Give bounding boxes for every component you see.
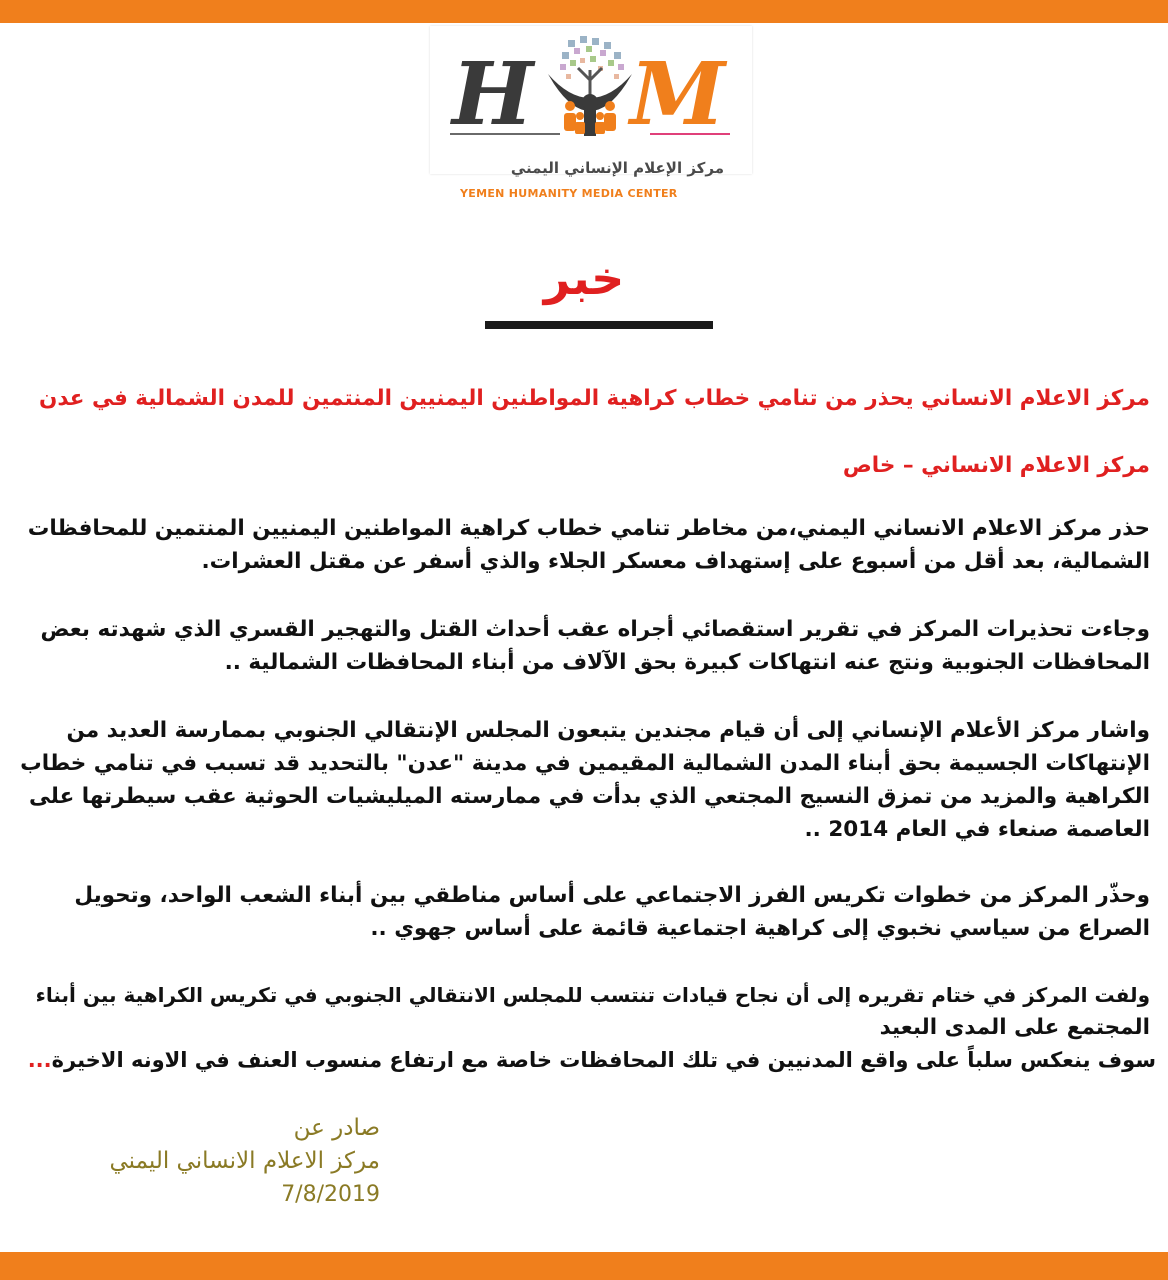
bottom-orange-band: [0, 1252, 1168, 1280]
final-line: [16, 1045, 1156, 1075]
organization-logo: [430, 26, 752, 200]
paragraph-3-line-3: الكراهية والمزيد من تمزق النسيج المجتعي الذي بدأت في ممارسته الميليشيات الحوثية عقب سيطرتها على: [29, 784, 1150, 809]
news-heading: خبر: [543, 251, 625, 305]
paragraph-4-line-1: وحذّر المركز من خطوات تكريس الفرز الاجتماعي على أساس مناطقي بين أبناء الشعب الواحد، وتحويل: [74, 883, 1150, 908]
paragraph-5-line-2: المجتمع على المدى البعيد: [879, 1015, 1150, 1040]
signature-date: 7/8/2019: [281, 1182, 380, 1207]
logo-mark-graphic: [430, 26, 752, 174]
paragraph-2-line-1: وجاءت تحذيرات المركز في تقرير استقصائي أجراه عقب أحداث القتل والتهجير القسري الذي شهدته بعض: [40, 617, 1150, 642]
paragraph-1-line-1: حذر مركز الاعلام الانساني اليمني،من مخاطر تنامي خطاب كراهية المواطنين اليمنيين المنتمين للمحافظات: [27, 516, 1150, 541]
paragraph-5-line-1: ولفت المركز في ختام تقريره إلى أن نجاح قيادات تنتسب للمجلس الانتقالي الجنوبي في تكريس الكراهية بين أبناء: [35, 983, 1150, 1007]
paragraph-3-line-1: واشار مركز الأعلام الإنساني إلى أن قيام مجندين يتبعون المجلس الإنتقالي الجنوبي بممارسة العديد من: [66, 718, 1150, 743]
signature-issued-from: صادر عن: [293, 1115, 380, 1141]
final-line-dots: ...: [27, 1048, 52, 1072]
logo-letter-h: H: [452, 44, 534, 145]
logo-arabic-name: مركز الإعلام الإنساني اليمني: [510, 159, 724, 177]
final-line-text: سوف ينعكس سلباً على واقع المدنيين في تلك المحافظات خاصة مع ارتفاع منسوب العنف في الاونه الاخيرة: [51, 1048, 1156, 1072]
byline: مركز الاعلام الانساني – خاص: [842, 453, 1150, 478]
paragraph-3-line-4: العاصمة صنعاء في العام 2014 ..: [804, 817, 1150, 842]
logo-tree-icon: [560, 36, 624, 96]
signature-organization: مركز الاعلام الانساني اليمني: [109, 1148, 380, 1174]
paragraph-3-line-2: الإنتهاكات الجسيمة بحق أبناء المدن الشمالية المقيمين في مدينة "عدن" بالتحديد قد تسبب في تنامي خطاب: [20, 751, 1150, 776]
paragraph-4-line-2: الصراع من سياسي نخبوي إلى كراهية اجتماعية قائمة على أساس جهوي ..: [370, 916, 1150, 941]
logo-english-name: YEMEN HUMANITY MEDIA CENTER: [460, 187, 678, 200]
paragraph-1-line-2: الشمالية، بعد أقل من أسبوع على إستهداف معسكر الجلاء والذي أسفر عن مقتل العشرات.: [201, 549, 1150, 574]
logo-letter-m: M: [630, 44, 726, 145]
headline: مركز الاعلام الانساني يحذر من تنامي خطاب كراهية المواطنين اليمنيين المنتمين للمدن الشمالية في عدن: [39, 386, 1150, 411]
paragraph-2-line-2: المحافظات الجنوبية ونتج عنه انتهاكات كبيرة بحق الآلاف من أبناء المحافظات الشمالية ..: [224, 650, 1150, 675]
top-orange-band: [0, 0, 1168, 23]
heading-underline: [485, 321, 713, 329]
